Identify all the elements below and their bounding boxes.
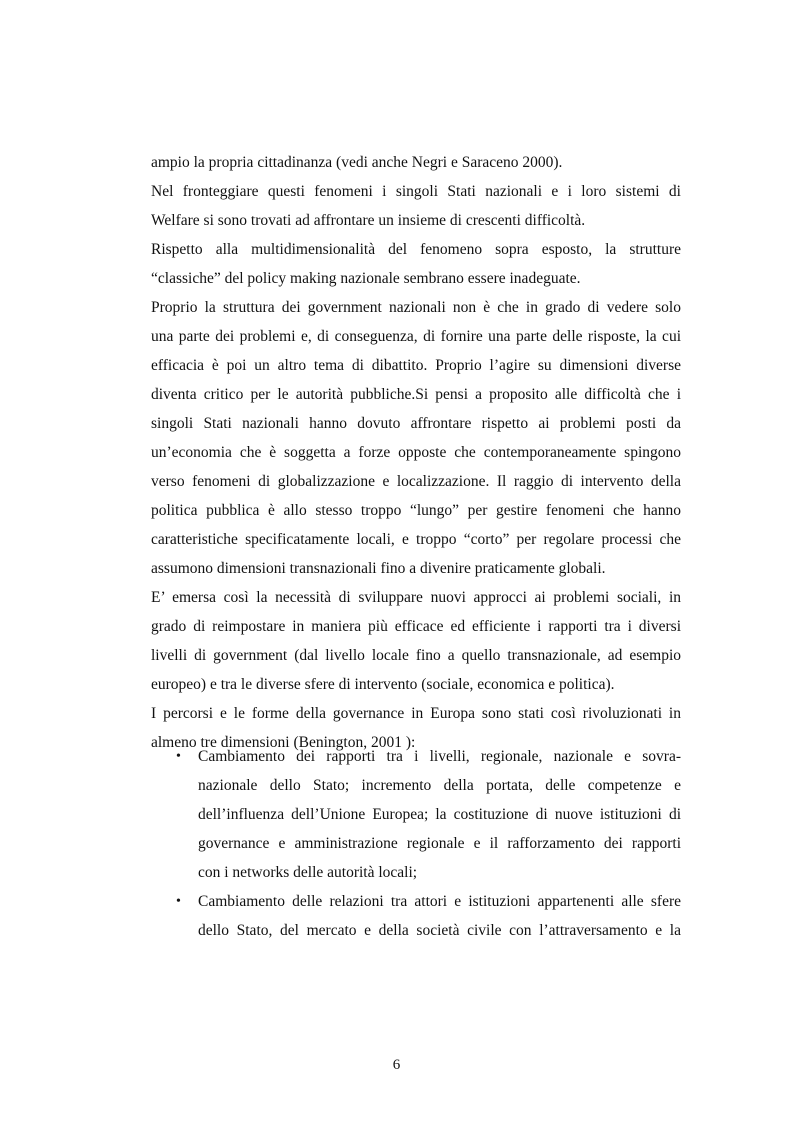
bullet-line: con i networks delle autorità locali; [198, 864, 418, 881]
text-line: almeno tre dimensioni (Benington, 2001 ): [151, 734, 416, 751]
text-line: I percorsi e le forme della governance in Europa sono stati così rivoluzionati in [151, 705, 681, 722]
text-line: politica pubblica è allo stesso troppo “lungo” per gestire fenomeni che hanno [151, 502, 681, 519]
text-line: Proprio la struttura dei government nazionali non è che in grado di vedere solo [151, 299, 681, 316]
bullet-line: dello Stato, del mercato e della società civile con l’attraversamento e la [198, 922, 681, 939]
bullet-item [151, 742, 681, 887]
text-line: “classiche” del policy making nazionale sembrano essere inadeguate. [151, 270, 581, 287]
text-line: caratteristiche specificatamente locali, e troppo “corto” per regolare processi che [151, 531, 681, 548]
bullet-item [151, 887, 681, 945]
text-line: Welfare si sono trovati ad affrontare un insieme di crescenti difficoltà. [151, 212, 586, 229]
text-line: europeo) e tra le diverse sfere di intervento (sociale, economica e politica). [151, 676, 615, 693]
text-line: ampio la propria cittadinanza (vedi anche Negri e Saraceno 2000). [151, 154, 563, 171]
text-line: assumono dimensioni transnazionali fino a divenire praticamente globali. [151, 560, 606, 577]
text-line: verso fenomeni di globalizzazione e localizzazione. Il raggio di intervento della [151, 473, 681, 490]
page-number: 6 [392, 1057, 401, 1073]
text-line: diventa critico per le autorità pubbliche.Si pensi a proposito alle difficoltà che i [151, 386, 681, 403]
bullet-line: Cambiamento dei rapporti tra i livelli, regionale, nazionale e sovra- [198, 748, 681, 765]
bullet-icon: • [176, 749, 181, 764]
body-paragraphs [151, 148, 681, 757]
bullet-line: Cambiamento delle relazioni tra attori e istituzioni appartenenti alle sfere [198, 893, 681, 910]
text-line: Rispetto alla multidimensionalità del fenomeno sopra esposto, la strutture [151, 241, 681, 258]
bullet-line: governance e amministrazione regionale e il rafforzamento dei rapporti [198, 835, 681, 852]
text-line: E’ emersa così la necessità di sviluppare nuovi approcci ai problemi sociali, in [151, 589, 681, 606]
bullet-list [151, 742, 681, 945]
bullet-icon: • [176, 894, 181, 909]
text-line: grado di reimpostare in maniera più efficace ed efficiente i rapporti tra i diversi [151, 618, 681, 635]
text-line: una parte dei problemi e, di conseguenza, di fornire una parte delle risposte, la cui [151, 328, 681, 345]
text-line: singoli Stati nazionali hanno dovuto affrontare rispetto ai problemi posti da [151, 415, 681, 432]
text-line: livelli di government (dal livello locale fino a quello transnazionale, ad esempio [151, 647, 681, 664]
bullet-line: dell’influenza dell’Unione Europea; la costituzione di nuove istituzioni di [198, 806, 681, 823]
text-line: Nel fronteggiare questi fenomeni i singoli Stati nazionali e i loro sistemi di [151, 183, 681, 200]
bullet-line: nazionale dello Stato; incremento della portata, delle competenze e [198, 777, 681, 794]
text-line: un’economia che è soggetta a forze opposte che contemporaneamente spingono [151, 444, 681, 461]
text-line: efficacia è poi un altro tema di dibattito. Proprio l’agire su dimensioni diverse [151, 357, 681, 374]
